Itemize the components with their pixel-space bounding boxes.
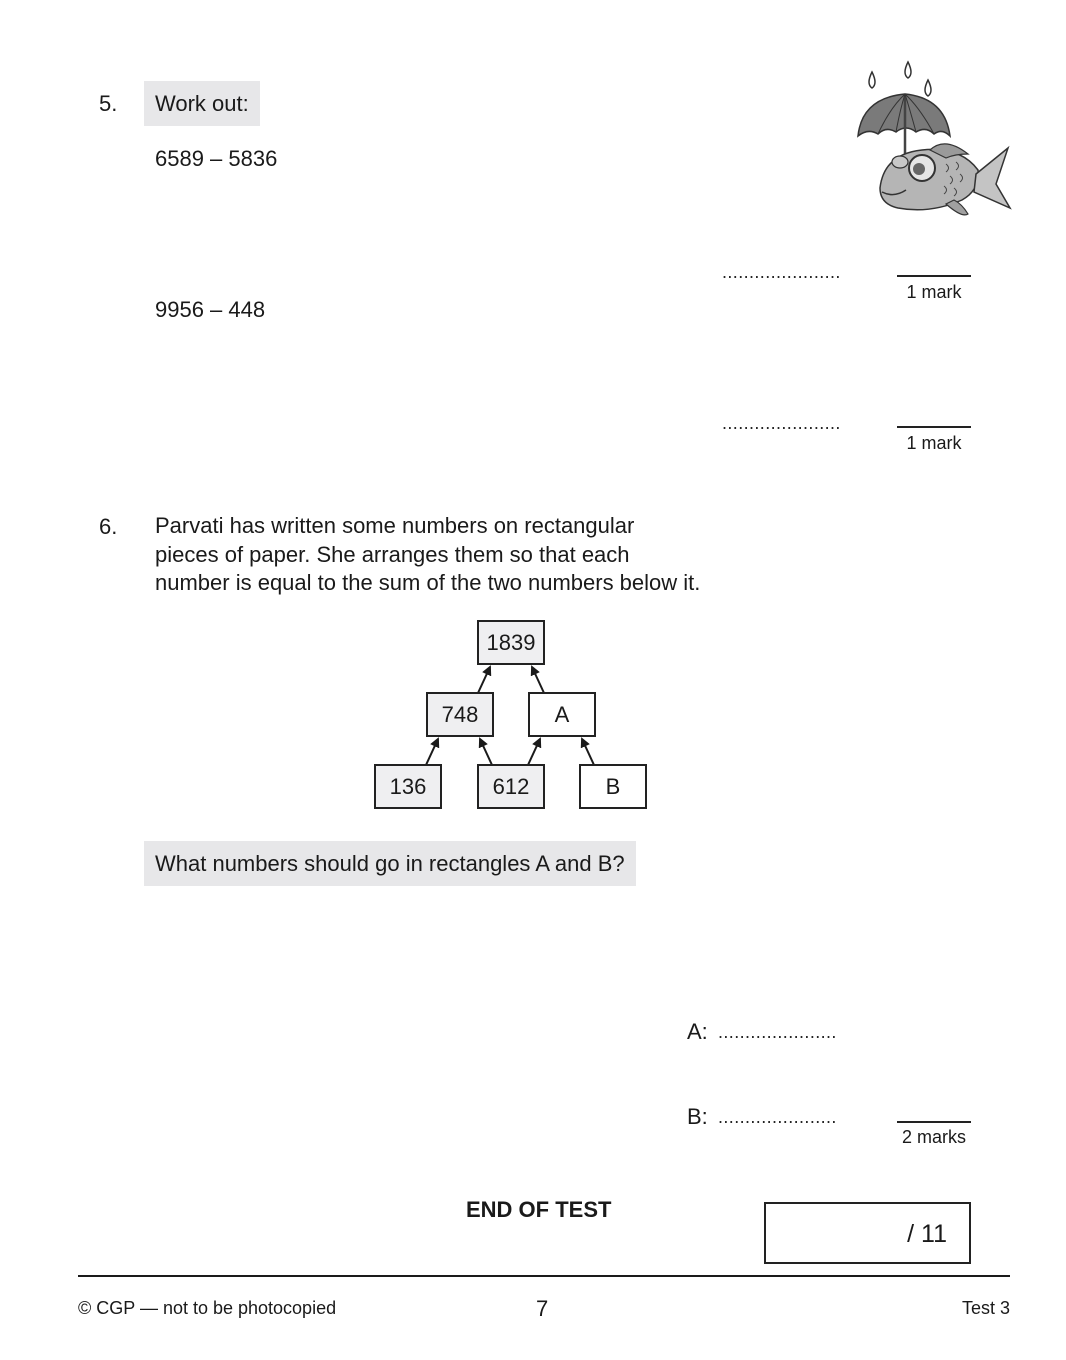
footer-test-label: Test 3 xyxy=(961,1298,1010,1318)
answer-a-line[interactable]: ...................... xyxy=(718,1022,837,1042)
question-6-mark-line xyxy=(897,1121,971,1123)
answer-a-label: A: xyxy=(687,1019,708,1044)
answer-b-line[interactable]: ...................... xyxy=(718,1107,837,1127)
fish-with-umbrella-icon xyxy=(850,58,1020,228)
pyramid-box-b: B xyxy=(579,764,647,809)
question-6-text xyxy=(155,512,700,598)
question-5a-mark-line xyxy=(897,275,971,277)
arrow-b-to-a xyxy=(582,739,594,765)
question-6-text-line: pieces of paper. She arranges them so that each xyxy=(155,541,630,567)
question-5b-answer-line[interactable]: ...................... xyxy=(722,413,841,433)
arrow-136-to-748 xyxy=(426,739,438,765)
question-6-text-line: Parvati has written some numbers on rectangular xyxy=(155,513,635,538)
pyramid-box-bottom-left: 136 xyxy=(374,764,442,809)
question-6-prompt: What numbers should go in rectangles A and B? xyxy=(144,841,636,886)
end-of-test-label: END OF TEST xyxy=(466,1197,612,1222)
question-5b-expression: 9956 – 448 xyxy=(155,297,266,322)
question-6-text-line: number is equal to the sum of the two numbers below it. xyxy=(155,570,701,595)
score-box[interactable] xyxy=(764,1202,971,1264)
footer-copyright: © CGP — not to be photocopied xyxy=(78,1298,337,1318)
question-5a-expression: 6589 – 5836 xyxy=(155,146,278,171)
pyramid-box-bottom-middle: 612 xyxy=(477,764,545,809)
pyramid-box-top: 1839 xyxy=(477,620,545,665)
question-5-prompt: Work out: xyxy=(144,81,260,126)
page-number: 7 xyxy=(536,1296,549,1321)
question-5b-mark-line xyxy=(897,426,971,428)
question-5b-marks: 1 mark xyxy=(906,433,962,453)
question-5a-marks: 1 mark xyxy=(906,282,962,302)
arrow-748-to-1839 xyxy=(478,667,490,693)
question-6-marks: 2 marks xyxy=(901,1127,966,1147)
question-5-number: 5. xyxy=(99,91,118,116)
question-5a-answer-line[interactable]: ...................... xyxy=(722,262,841,282)
pyramid-box-a: A xyxy=(528,692,596,737)
arrow-a-to-1839 xyxy=(532,667,544,693)
answer-b-label: B: xyxy=(687,1104,708,1129)
arrow-612-to-748 xyxy=(480,739,492,765)
question-6-number: 6. xyxy=(99,514,118,539)
score-total: / 11 xyxy=(907,1220,947,1248)
pyramid-box-middle-left: 748 xyxy=(426,692,494,737)
arrow-612-to-a xyxy=(528,739,540,765)
footer-divider xyxy=(78,1275,1010,1277)
